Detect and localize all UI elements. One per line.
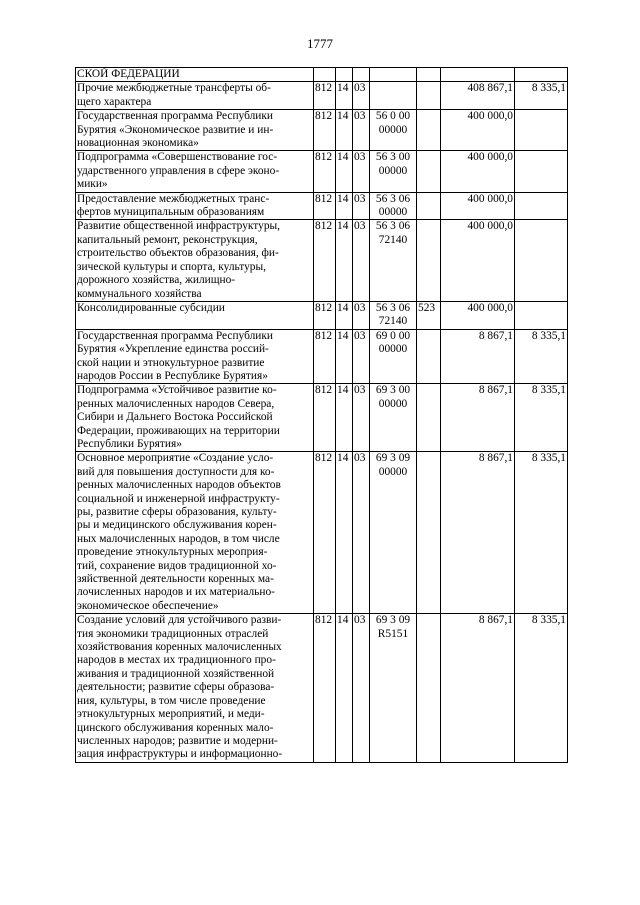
target-article-cell [370,452,417,614]
section-cell: 14 [336,452,353,614]
code-cell [314,68,336,82]
sum-cell [515,220,568,301]
expense-type-cell [417,68,441,82]
table-row [76,110,568,151]
row-name-line: Предоставление межбюджетных транс- [77,192,270,205]
sum-cell: 400 000,0 [441,192,515,220]
table-row [76,220,568,301]
row-name-line: зация инфраструктуры и информационно- [77,748,283,761]
row-name-line: коммунального хозяйства [77,287,202,300]
section-cell: 14 [336,301,353,329]
row-name-line: ренных малочисленных народов Севера, [77,397,275,410]
code-cell: 812 [314,614,336,762]
row-name-line: Республики Бурятия» [77,437,182,450]
target-article-line: 69 3 09 [375,614,411,627]
row-name-line: тий, сохранение видов традиционной хо- [77,559,277,572]
row-name-cell [76,384,314,452]
table-row [76,452,568,614]
row-name-line: ударственного управления в сфере эконо- [77,164,280,177]
sum-cell: 400 000,0 [441,220,515,301]
row-name-line: Основное мероприятие «Создание усло- [77,452,274,465]
target-article-cell [370,614,417,762]
target-article-line: 00000 [378,164,408,177]
target-article-line: 72140 [378,233,408,246]
sum-cell [515,192,568,220]
row-name-line: Федерации, проживающих на территории [77,424,280,437]
code-cell: 812 [314,82,336,110]
target-article-cell [370,151,417,192]
row-name-cell [76,614,314,762]
row-name-line: тия экономики традиционных отраслей [77,627,269,640]
expense-type-cell [417,220,441,301]
subsection-cell: 03 [353,329,370,384]
row-name-line: лочисленных народов и их материально- [77,586,275,599]
row-name-line: этнокультурных мероприятий, и меди- [77,708,265,721]
sum-cell: 8 867,1 [441,384,515,452]
code-cell: 812 [314,151,336,192]
sum-cell: 8 335,1 [515,614,568,762]
code-cell: 812 [314,329,336,384]
section-cell: 14 [336,192,353,220]
target-article-cell [370,220,417,301]
sum-cell: 8 867,1 [441,452,515,614]
target-article-line: 56 3 06 [375,220,411,233]
target-article-line: 69 3 09 [375,452,411,465]
section-cell: 14 [336,220,353,301]
sum-cell: 400 000,0 [441,151,515,192]
row-name-line: живания и традиционной хозяйственной [77,667,275,680]
table-row [76,384,568,452]
section-cell: 14 [336,384,353,452]
table-row [76,151,568,192]
target-article-line: 56 3 06 [375,301,411,314]
row-name-line: социальной и инженерной инфраструкту- [77,492,280,505]
target-article-line: 56 0 00 [375,110,411,123]
row-name-line: мики» [77,178,108,191]
target-article-cell [370,301,417,329]
sum-cell: 8 335,1 [515,82,568,110]
section-cell: 14 [336,151,353,192]
section-cell: 14 [336,110,353,151]
target-article-cell [370,68,417,82]
row-name-line: Подпрограмма «Совершенствование гос- [77,151,278,164]
row-name-cell [76,82,314,110]
table-header-row [76,68,568,82]
row-name-line: численных народов; развитие и модерни- [77,734,278,747]
target-article-cell [370,192,417,220]
target-article-line: 00000 [378,123,408,136]
target-article-cell [370,329,417,384]
expense-type-cell [417,192,441,220]
row-name-line: ренных малочисленных народов объектов [77,479,281,492]
sum-cell: 408 867,1 [441,82,515,110]
page-number: 1777 [307,36,333,51]
subsection-cell: 03 [353,220,370,301]
table-row [76,614,568,762]
sum-cell: 8 335,1 [515,329,568,384]
target-article-line: 69 3 00 [375,384,411,397]
expense-type-cell: 523 [417,301,441,329]
sum-cell [515,68,568,82]
row-name-line: народов России в Республике Бурятия» [77,369,268,382]
subsection-cell: 03 [353,384,370,452]
row-name-line: капитальный ремонт, реконструкция, [77,233,258,246]
row-name-line: Подпрограмма «Устойчивое развитие ко- [77,384,277,397]
table-row [76,192,568,220]
sum-cell: 8 867,1 [441,614,515,762]
row-name-line: деятельности; развитие сферы образова- [77,681,275,694]
row-name-line: Развитие общественной инфраструктуры, [77,220,281,233]
row-name-cell [76,192,314,220]
row-name-line: щего характера [77,95,152,108]
expense-type-cell [417,82,441,110]
row-name-line: экономическое обеспечение» [77,599,219,612]
row-name-line: проведение этнокультурных мероприя- [77,546,268,559]
row-name-line: Государственная программа Республики [77,329,274,342]
target-article-line: 00000 [378,206,408,219]
target-article-line: 72140 [378,315,408,328]
row-name-line: народов в местах их традиционного про- [77,654,276,667]
table-row [76,82,568,110]
sum-cell: 400 000,0 [441,301,515,329]
sum-cell: 8 335,1 [515,452,568,614]
budget-table [75,67,568,763]
sum-cell: 8 335,1 [515,384,568,452]
subsection-cell: 03 [353,110,370,151]
subsection-cell: 03 [353,614,370,762]
target-article-line: R5151 [377,627,409,640]
subsection-cell: 03 [353,151,370,192]
code-cell: 812 [314,301,336,329]
row-name-line: новационная экономика» [77,137,199,150]
code-cell: 812 [314,110,336,151]
table-body [76,68,568,763]
row-name-cell [76,110,314,151]
expense-type-cell [417,329,441,384]
row-name-cell [76,329,314,384]
sum-cell: 8 867,1 [441,329,515,384]
section-cell [336,68,353,82]
expense-type-cell [417,151,441,192]
row-name-cell [76,151,314,192]
row-name-cell [76,301,314,329]
target-article-line: 00000 [378,397,408,410]
code-cell: 812 [314,192,336,220]
row-name-line: строительство объектов образования, фи- [77,247,279,260]
section-cell: 14 [336,614,353,762]
row-name-line: ры и медицинского обслуживания корен- [77,519,277,532]
sum-cell [515,301,568,329]
row-name-line: Государственная программа Республики [77,110,274,123]
row-name-line: дорожного хозяйства, жилищно- [77,274,236,287]
code-cell: 812 [314,220,336,301]
sum-cell: 400 000,0 [441,110,515,151]
row-name-line: зической культуры и спорта, культуры, [77,260,266,273]
subsection-cell [353,68,370,82]
target-article-line: 00000 [378,465,408,478]
row-name-line: зяйственной деятельности коренных ма- [77,573,274,586]
expense-type-cell [417,452,441,614]
code-cell: 812 [314,452,336,614]
section-cell: 14 [336,329,353,384]
subsection-cell: 03 [353,452,370,614]
table-row [76,301,568,329]
sum-cell [515,110,568,151]
target-article-cell [370,82,417,110]
subsection-cell: 03 [353,192,370,220]
section-cell: 14 [336,82,353,110]
row-name-line: вий для повышения доступности для ко- [77,465,275,478]
row-name-line: Сибири и Дальнего Востока Российской [77,411,273,424]
row-name-line: ской нации и этнокультурное развитие [77,356,265,369]
row-name-line: ния, культуры, в том числе проведение [77,694,266,707]
row-name-line: ры, развитие сферы образования, культу- [77,506,277,518]
row-name-line: хозяйствования коренных малочисленных [77,641,282,654]
subsection-cell: 03 [353,301,370,329]
row-name-line: Бурятия «Укрепление единства россий- [77,343,269,356]
target-article-line: 00000 [378,343,408,356]
row-name-line: Бурятия «Экономическое развитие и ин- [77,123,274,136]
expense-type-cell [417,384,441,452]
row-name-cell [76,220,314,301]
expense-type-cell [417,614,441,762]
row-name-cell [76,452,314,614]
target-article-line: 56 3 00 [375,151,411,164]
target-article-cell [370,110,417,151]
row-name-line: цинского обслуживания коренных мало- [77,721,274,734]
row-name-line: фертов муниципальным образованиям [77,206,265,219]
target-article-line: 56 3 06 [375,192,411,205]
table-row [76,329,568,384]
row-name-line: ных малочисленных народов, в том числе [77,532,280,545]
sum-cell [441,68,515,82]
sum-cell [515,151,568,192]
header-continuation-cell: СКОЙ ФЕДЕРАЦИИ [76,68,314,82]
expense-type-cell [417,110,441,151]
row-name-line: Создание условий для устойчивого разви- [77,614,282,627]
row-name-line: Консолидированные субсидии [77,301,225,314]
subsection-cell: 03 [353,82,370,110]
target-article-line: 69 0 00 [375,329,411,342]
target-article-cell [370,384,417,452]
code-cell: 812 [314,384,336,452]
row-name-line: Прочие межбюджетные трансферты об- [77,82,271,95]
